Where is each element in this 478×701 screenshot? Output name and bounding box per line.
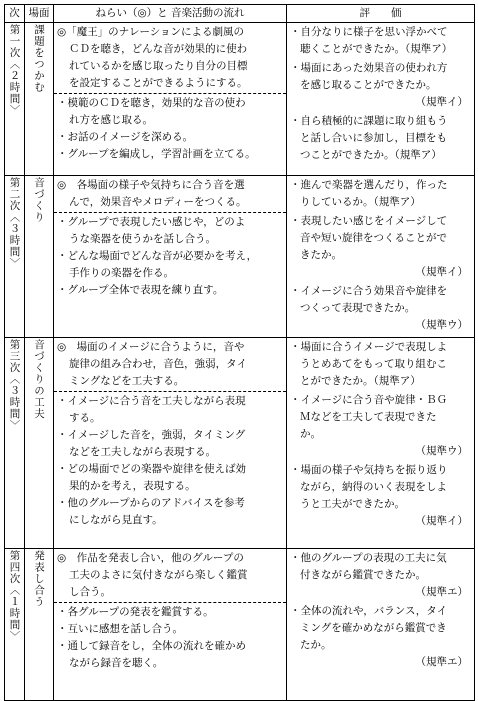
phase-cell (5, 338, 25, 549)
eval-item (290, 462, 472, 530)
header-scene: 場面 (25, 5, 54, 23)
text-line: んで，効果音やメロディーをつくる。 (69, 196, 247, 208)
text-line: ミングを確かめながら鑑賞でき (300, 622, 447, 634)
activity-list (54, 212, 286, 300)
text-line: ・どんな場面でどんな音が必要かを考え， (57, 250, 258, 262)
table-row (5, 338, 475, 549)
text-line: うとめあてをもって取り組むこ (300, 358, 447, 370)
text-line: れているかを感じ取ったり自分の目標 (69, 60, 248, 72)
activity-item (57, 495, 284, 529)
phase-cell (5, 176, 25, 338)
eval-cell (287, 338, 475, 549)
text-line: などを工夫しながら表現する。 (69, 446, 216, 458)
text-line: ◎ 各場面の様子や気持ちに合う音を選 (57, 179, 245, 191)
text-line: 果的かを考え，表現する。 (69, 480, 196, 492)
aim-cell (54, 338, 287, 549)
scene-label: 音づくり (33, 177, 45, 223)
text-line: ・グループを編成し，学習計画を立てる。 (57, 148, 256, 160)
eval-item (290, 60, 472, 111)
text-line: ◎ 場面のイメージに合うように，音や (57, 341, 245, 353)
eval-cell (287, 549, 475, 701)
aim-cell (54, 23, 287, 176)
scene-cell (25, 549, 54, 701)
text-line: ＣＤを聴き，どんな音が効果的に使わ (69, 43, 248, 55)
activity-item (57, 604, 284, 621)
activity-item (57, 638, 284, 672)
text-line: ・全体の流れや，バランス，タイ (290, 605, 448, 617)
text-line: 手作りの楽器を作る。 (69, 267, 174, 279)
text-line: 音や短い旋律をつくることがで (300, 232, 447, 244)
phase-label: 第二次〈３時間〉 (8, 177, 21, 269)
text-line: ◎ 作品を発表し合い，他のグループの (57, 552, 244, 564)
text-line: ・どの場面でどの楽器や旋律を使えば効 (57, 463, 246, 475)
aim-cell (54, 176, 287, 338)
header-phase: 次 (5, 5, 25, 23)
scene-cell (25, 176, 54, 338)
activity-item (57, 95, 284, 129)
text-line: うと工夫ができたか。 (300, 498, 405, 510)
text-line: にしながら見直す。 (69, 514, 163, 526)
eval-cell (287, 176, 475, 338)
criterion-label: （規準イ） (415, 515, 468, 527)
text-line: つことができたか。（規準ア） (300, 149, 442, 161)
activity-list (54, 93, 286, 164)
eval-item (290, 603, 472, 671)
eval-item (290, 339, 472, 390)
activity-item (57, 146, 284, 163)
scene-cell (25, 338, 54, 549)
eval-item (290, 283, 472, 334)
criterion-label: （規準ウ） (415, 319, 468, 331)
text-line: ・場面にあった効果音の使われ方 (290, 62, 448, 74)
text-line: ・お話のイメージを深める。 (57, 131, 194, 143)
scene-cell (25, 23, 54, 176)
text-line: を感じ取ることができたか。 (300, 79, 437, 91)
activity-item (57, 248, 284, 282)
text-line: ・イメージに合う音や旋律・ＢＧ (290, 394, 448, 406)
table-body (5, 23, 475, 701)
phase-cell (5, 23, 25, 176)
text-line: ・進んで楽器を選んだり，作った (290, 179, 448, 191)
aim-main (54, 549, 286, 602)
text-line: ・グループで表現したい感じや，どのよ (57, 216, 246, 228)
activity-item (57, 461, 284, 495)
text-line: 聴くことができたか。（規準ア） (300, 43, 453, 55)
text-line: たか。 (300, 639, 332, 651)
eval-item (290, 392, 472, 460)
text-line: ・各グループの発表を鑑賞する。 (57, 606, 214, 618)
activity-item (57, 129, 284, 146)
text-line: 付きながら鑑賞できたか。 (300, 569, 426, 581)
header-row (5, 5, 475, 23)
phase-label: 第四次〈１時間〉 (8, 550, 21, 642)
text-line: れ方を感じ取る。 (69, 114, 153, 126)
text-line: つくって表現できたか。 (300, 302, 416, 314)
text-line: ◎「魔王」のナレーションによる劇風の (57, 26, 245, 38)
eval-cell (287, 23, 475, 176)
table-row (5, 23, 475, 176)
eval-item (290, 24, 472, 58)
text-line: 旋律の組み合わせ，音色，強弱，タイ (69, 358, 247, 370)
text-line: ・他のグループからのアドバイスを参考 (57, 497, 245, 509)
text-line: ながら，納得のいく表現をしよ (300, 481, 447, 493)
text-line: ・互いに感想を話し合う。 (57, 623, 183, 635)
activity-item (57, 621, 284, 638)
aim-main (54, 338, 286, 391)
text-line: する。 (69, 412, 101, 424)
text-line: ・場面の様子や気持ちを振り返り (290, 464, 448, 476)
text-line: ・模範のＣＤを聴き，効果的な音の使わ (57, 97, 246, 109)
criterion-label: （規準エ） (415, 586, 468, 598)
phase-cell (5, 549, 25, 701)
text-line: きたか。 (300, 249, 342, 261)
activity-list (54, 391, 286, 530)
text-line: ・グループ全体で表現を練り直す。 (57, 284, 224, 296)
criterion-label: （規準イ） (415, 266, 468, 278)
table-row (5, 176, 475, 338)
text-line: と話し合いに参加し，目標をも (300, 132, 447, 144)
text-line: ・イメージに合う効果音や旋律を (290, 285, 448, 297)
text-line: ・イメージした音を，強弱，タイミング (57, 429, 246, 441)
criterion-label: （規準エ） (415, 656, 468, 668)
criterion-label: （規準ウ） (415, 445, 468, 457)
text-line: 工夫のよさに気付きながら楽しく鑑賞 (69, 569, 248, 581)
activity-item (57, 427, 284, 461)
eval-item (290, 550, 472, 601)
table-row (5, 549, 475, 701)
text-line: Ｍなどを工夫して表現できた (300, 411, 437, 423)
activity-list (54, 602, 286, 673)
activity-item (57, 282, 284, 299)
text-line: りしているか。（規準ア） (300, 196, 421, 208)
text-line: ミングなどを工夫する。 (69, 375, 185, 387)
phase-label: 第三次〈３時間〉 (8, 339, 21, 431)
text-line: ・自分なりに様子を思い浮かべて (290, 26, 448, 38)
header-aim: ねらい（◎）と 音楽活動の流れ (54, 5, 287, 23)
text-line: か。 (300, 428, 321, 440)
lesson-plan-table (4, 4, 475, 701)
aim-main (54, 176, 286, 212)
eval-item (290, 177, 472, 211)
activity-item (57, 214, 284, 248)
scene-label: 音づくりの工夫 (33, 339, 45, 420)
text-line: うな楽器を使うかを話し合う。 (69, 233, 216, 245)
text-line: を設定することができるようにする。 (69, 77, 248, 89)
text-line: ながら録音を聴く。 (69, 657, 164, 669)
activity-item (57, 393, 284, 427)
header-eval: 評 価 (287, 5, 475, 23)
eval-item (290, 213, 472, 281)
scene-label: 課題をつかむ (33, 24, 45, 93)
text-line: とができたか。（規準ア） (300, 375, 421, 387)
text-line: ・通して録音をし，全体の流れを確かめ (57, 640, 246, 652)
text-line: ・表現したい感じをイメージして (290, 215, 448, 227)
text-line: ・自ら積極的に課題に取り組もう (290, 115, 448, 127)
text-line: し合う。 (69, 586, 111, 598)
phase-label: 第一次〈２時間〉 (8, 24, 21, 116)
eval-item (290, 113, 472, 164)
text-line: ・イメージに合う音を工夫しながら表現 (57, 395, 246, 407)
criterion-label: （規準イ） (415, 96, 468, 108)
aim-cell (54, 549, 287, 701)
scene-label: 発表し合う (33, 550, 45, 608)
text-line: ・場面に合うイメージで表現しよ (290, 341, 448, 353)
aim-main (54, 23, 286, 93)
text-line: ・他のグループの表現の工夫に気 (290, 552, 447, 564)
